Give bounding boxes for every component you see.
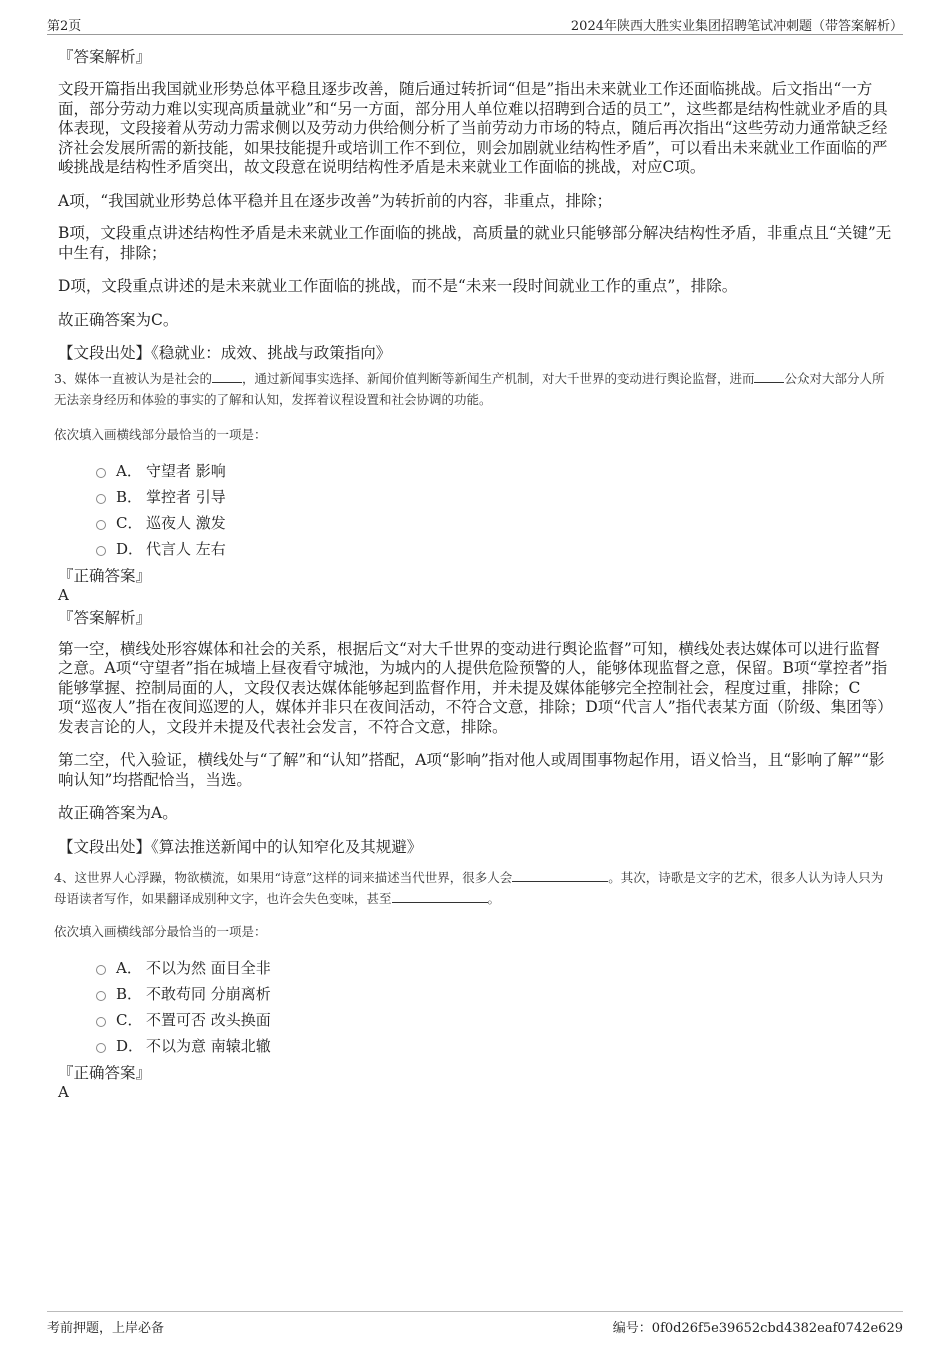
fill-blank [392,889,488,903]
option-letter: A． [116,959,142,977]
option-a[interactable] [58,458,893,484]
analysis-paragraph: D项，文段重点讲述的是未来就业工作面临的挑战，而不是“未来一段时间就业工作的重点”，排除。 [58,277,738,295]
radio-icon[interactable] [96,546,106,556]
option-c[interactable] [58,510,893,536]
fill-blank [212,369,242,383]
source-citation: 【文段出处】《稳就业：成效、挑战与政策指向》 [58,344,392,362]
option-list [58,458,893,562]
analysis-paragraph: 第一空，横线处形容媒体和社会的关系，根据后文“对大千世界的变动进行舆论监督”可知，横线处表达媒体可以进行监督之意。A项“守望者”指在城墙上昼夜看守城池，为城内的人提供危险预警的人，能够体现监督之意，保留。B项“掌控者”指能够掌握、控制局面的人，文段仅表达媒体能够起到监督作用，并未提及媒体能够完全控制社会，程度过重，排除；C项“巡夜人”指在夜间巡逻的人，媒体并非只在夜间活动，不符合文意，排除；D项“代言人”指代表某方面（阶级、集团等）发表言论的人，文段并未提及代表社会发言，不符合文意，排除。 [58,639,893,736]
question-prompt: 依次填入画横线部分最恰当的一项是： [54,426,267,442]
option-text: 巡夜人 激发 [146,513,226,532]
option-letter: B． [116,985,143,1003]
option-list [58,955,893,1059]
analysis-paragraph: A项，“我国就业形势总体平稳并且在逐步改善”为转折前的内容，非重点，排除； [58,191,613,210]
analysis-label: 『答案解析』 [58,608,152,627]
option-text: 不敢苟同 分崩离析 [146,985,271,1003]
option-letter: D． [116,1037,144,1055]
option-text: 不置可否 改头换面 [146,1011,271,1029]
document-title: 2024年陕西大胜实业集团招聘笔试冲刺题（带答案解析） [570,19,903,34]
option-d[interactable] [58,1033,893,1059]
radio-icon[interactable] [96,468,106,478]
radio-icon[interactable] [96,1043,106,1053]
correct-answer-label: 『正确答案』 [58,566,152,585]
option-letter: D． [116,539,144,558]
analysis-paragraph: B项，文段重点讲述结构性矛盾是未来就业工作面临的挑战，高质量的就业只能够部分解决结构性矛盾，非重点且“关键”无中生有，排除； [58,224,892,262]
option-b[interactable] [58,484,893,510]
option-text: 不以为然 面目全非 [146,959,271,977]
code-value: 0f0d26f5e39652cbd4382eaf0742e629 [651,1321,903,1336]
radio-icon[interactable] [96,965,106,975]
option-letter: A． [116,461,142,480]
conclusion: 故正确答案为C。 [58,310,179,329]
analysis-paragraph: 第二空，代入验证，横线处与“了解”和“认知”搭配，A项“影响”指对他人或周围事物起作用，语义恰当，且“影响了解”“影响认知”均搭配恰当，当选。 [58,751,885,789]
option-text: 守望者 影响 [146,461,226,480]
option-letter: C． [116,513,143,532]
analysis-paragraph: 文段开篇指出我国就业形势总体平稳且逐步改善，随后通过转折词“但是”指出未来就业工作还面临挑战。后文指出“一方面，部分劳动力难以实现高质量就业”和“另一方面，部分用人单位难以招聘到合适的员工”，这些都是结构性就业矛盾的具体表现，文段接着从劳动力需求侧以及劳动力供给侧分析了当前劳动力市场的特点，随后再次指出“这些劳动力通常缺乏经济社会发展所需的新技能，如果技能提升或培训工作不到位，则会加剧就业结构性矛盾”，可以看出未来就业工作面临的严峻挑战是结构性矛盾突出，故文段意在说明结构性矛盾是未来就业工作面临的挑战，对应C项。 [58,80,888,176]
page-header [47,12,903,35]
source-citation: 【文段出处】《算法推送新闻中的认知窄化及其规避》 [58,837,423,856]
fill-blank [754,369,784,383]
option-text: 掌控者 引导 [146,487,226,506]
page-footer [47,1311,903,1340]
stem-text: ，通过新闻事实选择、新闻价值判断等新闻生产机制，对大千世界的变动进行舆论监督，进而 [241,370,755,386]
stem-text: 公众对大部分人所无法亲身经历和体验的事实的了解和认知，发挥着议程设置和社会协调的功能。 [54,370,885,407]
radio-icon[interactable] [96,991,106,1001]
correct-answer: A [58,1083,69,1101]
option-letter: B． [116,487,143,506]
correct-answer-label: 『正确答案』 [58,1064,152,1082]
option-text: 不以为意 南辕北辙 [146,1037,271,1055]
page-content [54,47,893,1101]
analysis-label: 『答案解析』 [58,48,152,66]
radio-icon[interactable] [96,1017,106,1027]
correct-answer: A [58,585,69,604]
footer-slogan: 考前押题，上岸必备 [47,1321,165,1336]
option-letter: C． [116,1011,143,1029]
stem-text: 。其次，诗歌是文字的艺术，很多人认为诗人只为母语读者写作，如果翻译成别种文字，也许会失色变味，甚至 [54,870,884,906]
question-stem [54,867,893,909]
stem-text: 。 [487,891,501,906]
conclusion: 故正确答案为A。 [58,804,178,822]
fill-blank [512,868,608,882]
stem-text: 3、媒体一直被认为是社会的 [54,370,212,386]
page-number: 第2页 [47,19,82,34]
question-prompt: 依次填入画横线部分最恰当的一项是： [54,924,267,939]
radio-icon[interactable] [96,494,106,504]
option-d[interactable] [58,536,893,562]
option-c[interactable] [58,1007,893,1033]
question-stem [54,368,893,410]
radio-icon[interactable] [96,520,106,530]
stem-text: 4、这世界人心浮躁，物欲横流，如果用“诗意”这样的词来描述当代世界，很多人会 [54,870,513,885]
option-a[interactable] [58,955,893,981]
code-label: 编号： [612,1321,652,1336]
option-b[interactable] [58,981,893,1007]
option-text: 代言人 左右 [146,539,226,558]
document-code [613,1317,903,1336]
